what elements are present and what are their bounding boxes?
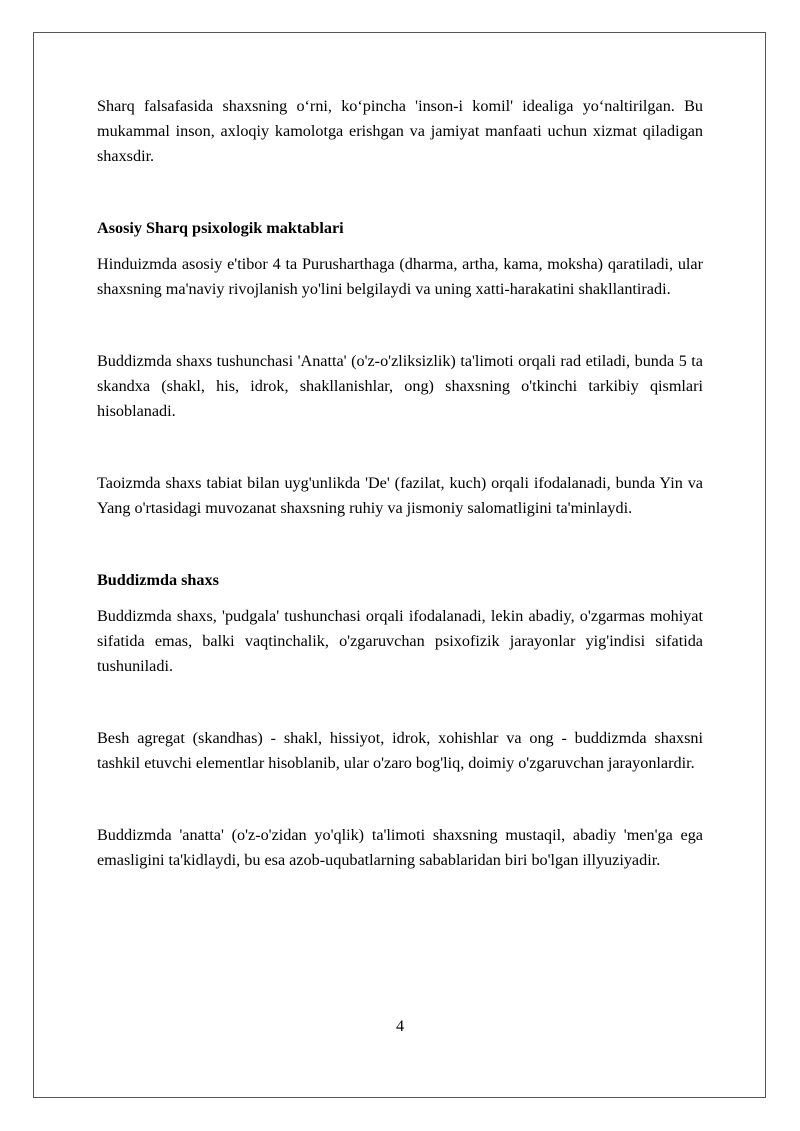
page-content <box>97 94 703 873</box>
paragraph-hinduism: Hinduizmda asosiy e'tibor 4 ta Purusharthaga (dharma, artha, kama, moksha) qaratiladi, ular shaxsning ma'naviy rivojlanish yo'lini belgilaydi va uning xatti-harakatini shakllantiradi. <box>97 255 703 298</box>
section-heading-eastern-schools: Asosiy Sharq psixologik maktablari <box>97 219 344 237</box>
paragraph-buddhism: Buddizmda shaxs tushunchasi 'Anatta' (o'z-o'zliksizlik) ta'limoti orqali rad etiladi, bunda 5 ta skandxa (shakl, his, idrok, shakllanishlar, ong) shaxsning o'tkinchi tarkibiy qismlari hisoblanadi. <box>97 352 703 420</box>
intro-paragraph: Sharq falsafasida shaxsning o‘rni, ko‘pincha 'inson-i komil' idealiga yo‘naltirilgan. Bu mukammal inson, axloqiy kamolotga erishgan va jamiyat manfaati uchun xizmat qiladigan shaxsdir. <box>97 97 703 165</box>
section-heading-buddhism-person: Buddizmda shaxs <box>97 571 219 589</box>
paragraph-pudgala: Buddizmda shaxs, 'pudgala' tushunchasi orqali ifodalanadi, lekin abadiy, o'zgarmas mohiyat sifatida emas, balki vaqtinchalik, o'zgaruvchan psixofizik jarayonlar yig'indisi sifatida tushuniladi. <box>97 607 703 675</box>
page-number: 4 <box>395 1017 405 1035</box>
paragraph-skandhas: Besh agregat (skandhas) - shakl, hissiyot, idrok, xohishlar va ong - buddizmda shaxsni tashkil etuvchi elementlar hisoblanib, ular o'zaro bog'liq, doimiy o'zgaruvchan jarayonlardir. <box>97 729 703 772</box>
paragraph-taoism: Taoizmda shaxs tabiat bilan uyg'unlikda 'De' (fazilat, kuch) orqali ifodalanadi, bunda Yin va Yang o'rtasidagi muvozanat shaxsning ruhiy va jismoniy salomatligini ta'minlaydi. <box>97 474 703 517</box>
paragraph-anatta: Buddizmda 'anatta' (o'z-o'zidan yo'qlik) ta'limoti shaxsning mustaqil, abadiy 'men'ga ega emasligini ta'kidlaydi, bu esa azob-uqubatlarning sabablaridan biri bo'lgan illyuziyadir. <box>97 826 703 869</box>
